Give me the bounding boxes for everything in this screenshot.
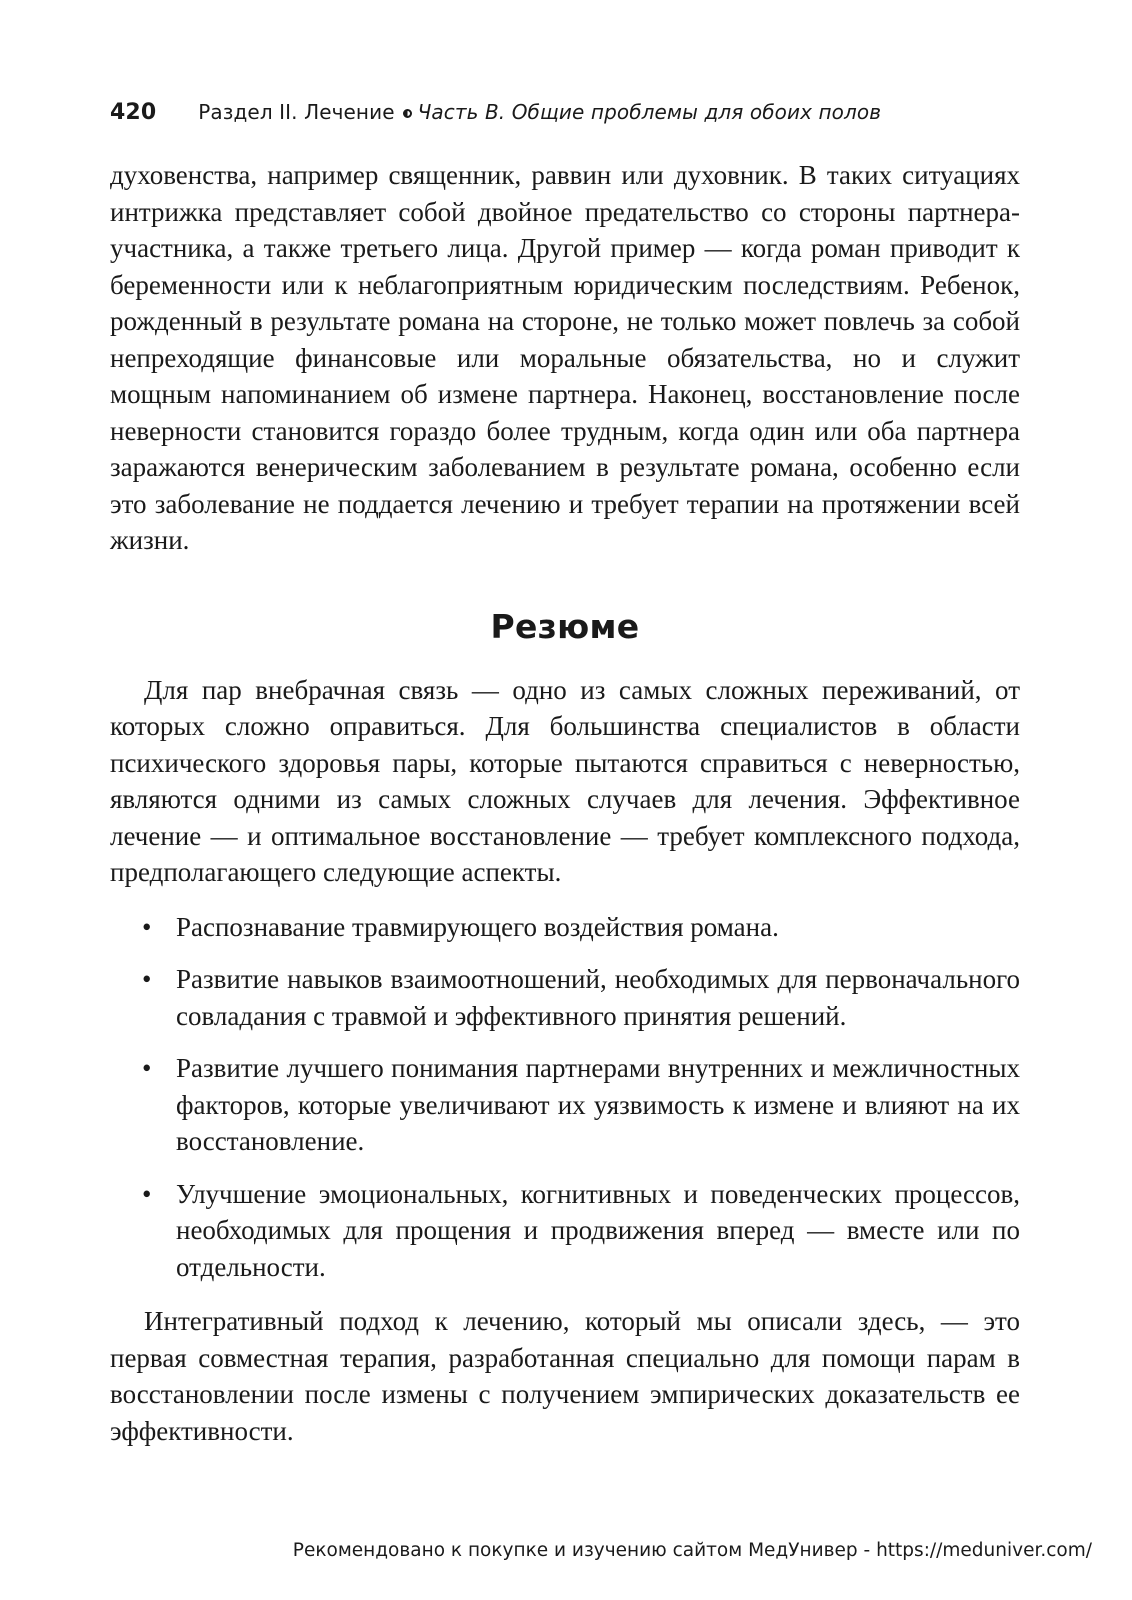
page-number: 420 xyxy=(110,100,157,125)
bullet-icon: • xyxy=(142,1053,152,1083)
running-head xyxy=(110,100,1020,125)
list-item xyxy=(110,961,1020,1034)
bullet-icon: • xyxy=(142,964,152,994)
page xyxy=(110,100,1020,1449)
section-heading: Резюме xyxy=(490,606,640,646)
list-item-text: Развитие лучшего понимания партнерами внутренних и межличностных факторов, которые увеличивают их уязвимость к измене и влияют на их восстановление. xyxy=(176,1053,1020,1156)
section-title: Раздел II. Лечение xyxy=(198,100,395,124)
bullet-icon: • xyxy=(142,911,152,942)
intro-paragraph: духовенства, например священник, раввин или духовник. В таких ситуациях интрижка представляет собой двойное предательство со стороны партнера-участника, а также третьего лица. Другой пример — когда роман приводит к беременности или к неблагоприятным юридическим последствиям. Ребенок, рожденный в результате романа на стороне, не только может повлечь за собой непреходящие финансовые или моральные обязательства, но и служит мощным напоминанием об измене партнера. Наконец, восстановление после неверности становится гораздо более трудным, когда один или оба партнера заражаются венерическим заболеванием в результате романа, особенно если это заболевание не поддается лечению и требует терапии на протяжении всей жизни. xyxy=(110,160,1020,555)
footer-note: Рекомендовано к покупке и изучению сайтом МедУнивер - https://meduniver.com/ xyxy=(292,1540,1092,1561)
closing-paragraph: Интегративный подход к лечению, который мы описали здесь, — это первая совместная терапия, разработанная специально для помощи парам в восстановлении после измены с получением эмпирических доказательств ее эффективности. xyxy=(110,1306,1020,1446)
aspects-list xyxy=(110,909,1020,1286)
part-title: Часть В. Общие проблемы для обоих полов xyxy=(417,100,882,124)
list-item-text: Улучшение эмоциональных, когнитивных и поведенческих процессов, необходимых для прощения и продвижения вперед — вместе или по отдельности. xyxy=(176,1178,1020,1282)
half-circle-separator-icon xyxy=(403,109,412,118)
list-item xyxy=(110,1176,1020,1286)
list-item xyxy=(110,1050,1020,1160)
list-item xyxy=(110,909,1020,946)
list-item-text: Развитие навыков взаимоотношений, необходимых для первоначального совладания с травмой и эффективного принятия решений. xyxy=(176,964,1020,1031)
summary-paragraph: Для пар внебрачная связь — одно из самых сложных переживаний, от которых сложно оправиться. Для большинства специалистов в области психического здоровья пары, которые пытаются справиться с неверностью, являются одними из самых сложных случаев для лечения. Эффективное лечение — и оптимальное восстановление — требует комплексного подхода, предполагающего следующие аспекты. xyxy=(110,674,1020,887)
list-item-text: Распознавание травмирующего воздействия романа. xyxy=(176,911,779,942)
bullet-icon: • xyxy=(142,1178,152,1209)
